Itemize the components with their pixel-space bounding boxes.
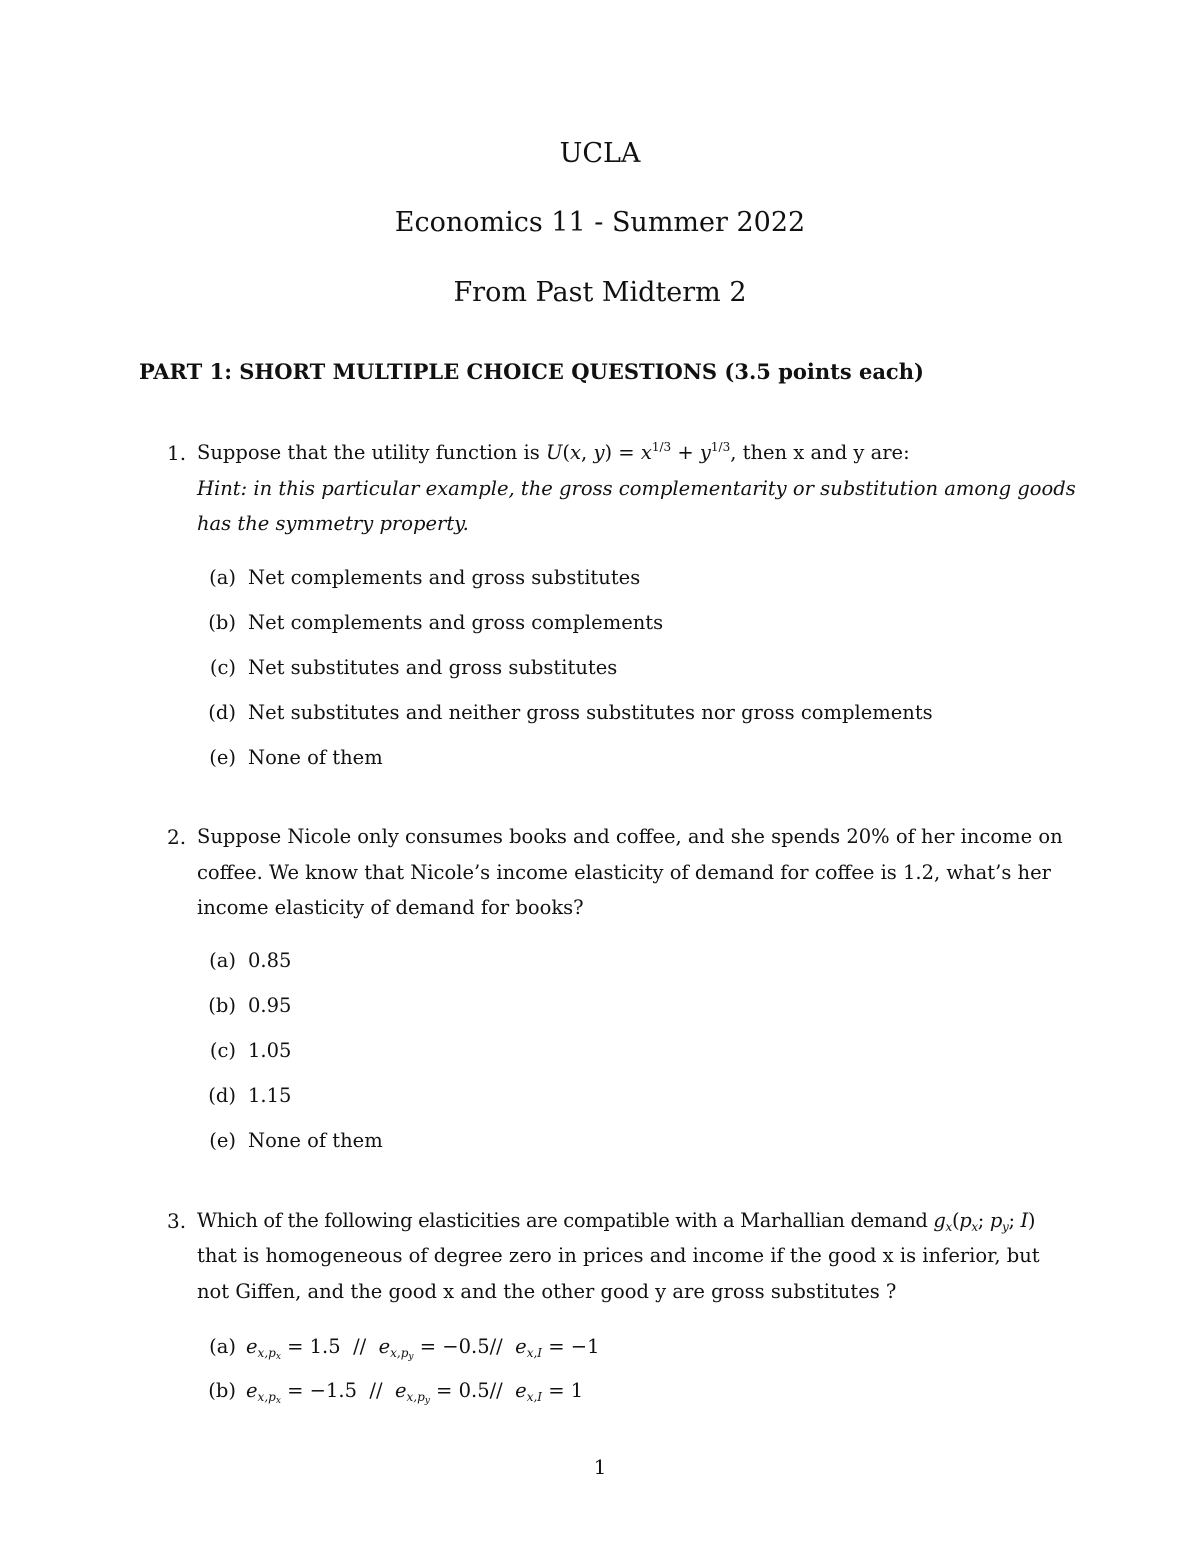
q1-hint-line2: has the symmetry property. (197, 512, 469, 535)
q2-line2: coffee. We know that Nicole’s income elasticity of demand for coffee is 1.2, what’s her (197, 861, 1051, 884)
q2-option-a: 0.85 (248, 949, 292, 972)
q1-prompt-before: Suppose that the utility function is (197, 441, 546, 464)
q1-option-c: Net substitutes and gross substitutes (248, 656, 618, 679)
q1-option-b-label: (b) (208, 611, 236, 634)
q2-option-a-label: (a) (209, 949, 236, 972)
q2-option-e: None of them (248, 1129, 383, 1152)
q1-number: 1. (167, 441, 187, 465)
q3-number: 3. (167, 1209, 187, 1233)
exam-title: From Past Midterm 2 (453, 277, 747, 308)
q2-number: 2. (167, 825, 187, 849)
q1-option-c-label: (c) (209, 656, 236, 679)
q2-line1: Suppose Nicole only consumes books and coffee, and she spends 20% of her income on (197, 825, 1063, 848)
q2-option-c: 1.05 (248, 1039, 292, 1062)
q1-option-d-label: (d) (208, 701, 236, 724)
q1-option-d: Net substitutes and neither gross substitutes nor gross complements (248, 701, 933, 724)
q1-option-e: None of them (248, 746, 383, 769)
q1-prompt-after: , then x and y are: (730, 441, 910, 464)
q3-option-b: $e_{x,p_x} = -1.5 // e_{x,p_y} = 0.5//$ $e_{x,I} = 1$ (246, 1379, 584, 1406)
q2-option-d-label: (d) (208, 1084, 236, 1107)
q3-line1-text: Which of the following elasticities are compatible with a Marhallian demand (197, 1209, 934, 1232)
q1-option-e-label: (e) (209, 746, 236, 769)
course-title: Economics 11 - Summer 2022 (394, 207, 806, 238)
q2-option-c-label: (c) (209, 1039, 236, 1062)
q2-line3: income elasticity of demand for books? (197, 896, 584, 919)
q1-option-b: Net complements and gross complements (248, 611, 664, 634)
q2-option-b-label: (b) (208, 994, 236, 1017)
q3-demand-formula: g (933, 1209, 946, 1232)
q2-option-d: 1.15 (248, 1084, 292, 1107)
q1-option-a-label: (a) (209, 566, 236, 589)
q2-option-b: 0.95 (248, 994, 292, 1017)
university-title: UCLA (559, 138, 641, 169)
q3-option-a: $e_{x,p_x} = 1.5 // e_{x,p_y} = -0.5//$ $e_{x,I} = -1$ (246, 1335, 600, 1362)
q3-line1: Which of the following elasticities are compatible with a Marhallian demand $g_x(p_x$; $p_y$; I) (197, 1209, 1036, 1234)
q3-option-b-label: (b) (208, 1379, 236, 1402)
q2-option-e-label: (e) (209, 1129, 236, 1152)
part1-heading: PART 1: SHORT MULTIPLE CHOICE QUESTIONS (3.5 points each) (139, 359, 924, 384)
q1-utility-formula: U (545, 441, 563, 464)
q1-prompt: Suppose that the utility function is U(x, $y) = x^{1/3} + y^{1/3}$, then x and y are: (197, 440, 910, 464)
q3-option-a-label: (a) (209, 1335, 236, 1358)
q1-option-a: Net complements and gross substitutes (248, 566, 641, 589)
q3-line2: that is homogeneous of degree zero in prices and income if the good x is inferior, but (197, 1244, 1040, 1267)
q1-hint-line1: Hint: in this particular example, the gross complementarity or substitution among goods (197, 477, 1076, 500)
q3-line3: not Giffen, and the good x and the other good y are gross substitutes ? (197, 1280, 897, 1303)
page-number: 1 (593, 1455, 607, 1479)
